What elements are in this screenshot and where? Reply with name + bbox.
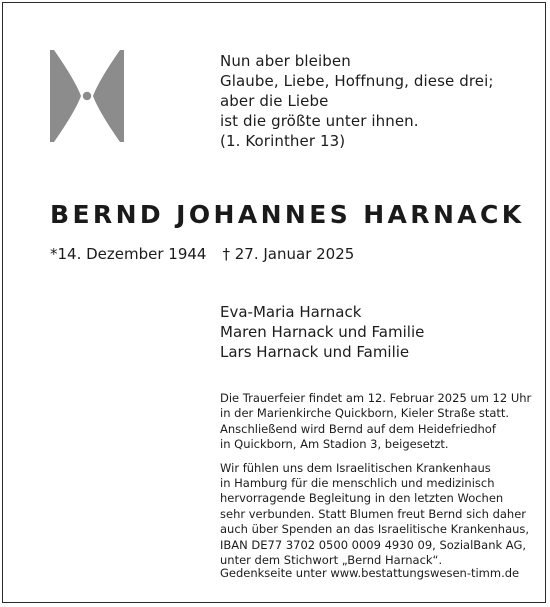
deceased-name: BERND JOHANNES HARNACK: [50, 200, 525, 229]
thanks-line: Wir fühlen uns dem Israelitischen Krankenhaus: [220, 460, 491, 475]
thanks-paragraph: [220, 461, 531, 569]
mourner-name: Maren Harnack und Familie: [220, 323, 425, 341]
memorial-page-link: Gedenkseite unter www.bestattungswesen-timm.de: [220, 566, 520, 580]
thanks-line: auch über Spenden an das Israelitische Krankenhaus,: [220, 522, 530, 537]
verse-line: Glaube, Liebe, Hoffnung, diese drei;: [220, 72, 494, 90]
death-date: † 27. Januar 2025: [222, 245, 355, 263]
mourner-name: Lars Harnack und Familie: [220, 343, 410, 361]
mourner-name: Eva-Maria Harnack: [220, 303, 362, 321]
funeral-details: [220, 391, 531, 568]
service-line: Anschließend wird Bernd auf dem Heidefriedhof: [220, 421, 496, 436]
thanks-line: sehr verbunden. Statt Blumen freut Bernd sich daher: [220, 506, 527, 521]
service-paragraph: [220, 391, 531, 453]
verse-line: aber die Liebe: [220, 92, 329, 110]
service-line: in der Marienkirche Quickborn, Kieler Straße statt.: [220, 406, 510, 421]
hourglass-emblem-icon: [50, 50, 124, 142]
thanks-line: unter dem Stichwort „Bernd Harnack“.: [220, 553, 443, 568]
mourners-list: [220, 302, 424, 362]
thanks-line: IBAN DE77 3702 0500 0009 4930 09, SozialBank AG,: [220, 537, 527, 552]
service-line: Die Trauerfeier findet am 12. Februar 2025 um 12 Uhr: [220, 391, 532, 405]
birth-date: *14. Dezember 1944: [50, 245, 207, 263]
thanks-line: hervorragende Begleitung in den letzten Wochen: [220, 491, 504, 506]
verse-line: ist die größte unter ihnen.: [220, 112, 419, 130]
verse-line: Nun aber bleiben: [220, 52, 351, 70]
life-dates: [50, 244, 354, 264]
verse-reference: (1. Korinther 13): [220, 132, 346, 150]
service-line: in Quickborn, Am Stadion 3, beigesetzt.: [220, 437, 449, 452]
bible-verse: [220, 51, 494, 151]
thanks-line: in Hamburg für die menschlich und medizinisch: [220, 476, 495, 491]
